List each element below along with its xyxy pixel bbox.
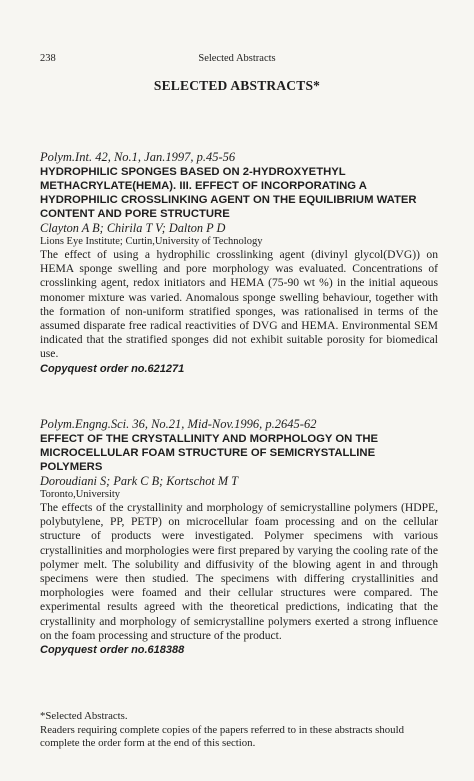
abstract-affiliation: Lions Eye Institute; Curtin,University of Technology	[40, 236, 263, 247]
running-header	[40, 53, 434, 67]
running-title: Selected Abstracts	[198, 53, 276, 64]
page-title: SELECTED ABSTRACTS*	[153, 78, 321, 93]
page-number: 238	[40, 53, 56, 64]
abstract-body: The effects of the crystallinity and morphology of semicrystalline polymers (HDPE, polybutylene, PP, PETP) on microcellular foam processing and on the cellular structure of products were investigated. Polymer specimens with various crystallinities and morphologies were first prepared by varying the cooling rate of the polymer melt. The solubility and diffusivity of the blowing agent in and through specimens were then studied. The specimens with differing crystallinities and morphologies were foamed and their cellular structures were compared. The experimental results agreed with the theoretical predictions, indicating that the crystallinity and morphology of semicrystalline polymers exerted a strong influence on the foam processing and structure of the product.	[40, 501, 438, 642]
footnote-text: Readers requiring complete copies of the papers referred to in these abstracts should complete the order form at the end of this section.	[40, 723, 404, 749]
abstract-entry	[40, 150, 438, 376]
abstract-citation: Polym.Engng.Sci. 36, No.21, Mid-Nov.1996, p.2645-62	[40, 417, 317, 431]
abstract-title: EFFECT OF THE CRYSTALLINITY AND MORPHOLOGY ON THE MICROCELLULAR FOAM STRUCTURE OF SEMICRYSTALLINE POLYMERS	[40, 433, 379, 473]
abstract-citation: Polym.Int. 42, No.1, Jan.1997, p.45-56	[40, 150, 236, 164]
abstract-title: HYDROPHILIC SPONGES BASED ON 2-HYDROXYETHYL METHACRYLATE(HEMA). III. EFFECT OF INCORPORATING A HYDROPHILIC CROSSLINKING AGENT ON THE EQUILIBRIUM WATER CONTENT AND PORE STRUCTURE	[40, 166, 417, 220]
footnote-marker: *Selected Abstracts.	[40, 710, 128, 722]
order-number: Copyquest order no.618388	[40, 644, 185, 657]
order-number: Copyquest order no.621271	[40, 362, 185, 375]
abstract-entry	[40, 417, 438, 657]
footnote	[40, 710, 438, 751]
abstract-authors: Doroudiani S; Park C B; Kortschot M T	[40, 474, 238, 488]
abstract-affiliation: Toronto,University	[40, 489, 121, 500]
abstract-body: The effect of using a hydrophilic crosslinking agent (divinyl glycol(DVG)) on HEMA sponge swelling and pore morphology was evaluated. Concentrations of crosslinking agent, redox initiators and HEMA (75-90 wt %) in the initial aqueous monomer mixture was varied. Anomalous sponge swelling behaviour, together with the formation of non-uniform stratified sponges, was rationalised in terms of the assumed disparate free radical reactivities of DVG and HEMA. Environmental SEM indicated that the stratified sponges did not exhibit suitable porosity for biomedical use.	[40, 248, 438, 361]
abstract-authors: Clayton A B; Chirila T V; Dalton P D	[40, 221, 226, 235]
